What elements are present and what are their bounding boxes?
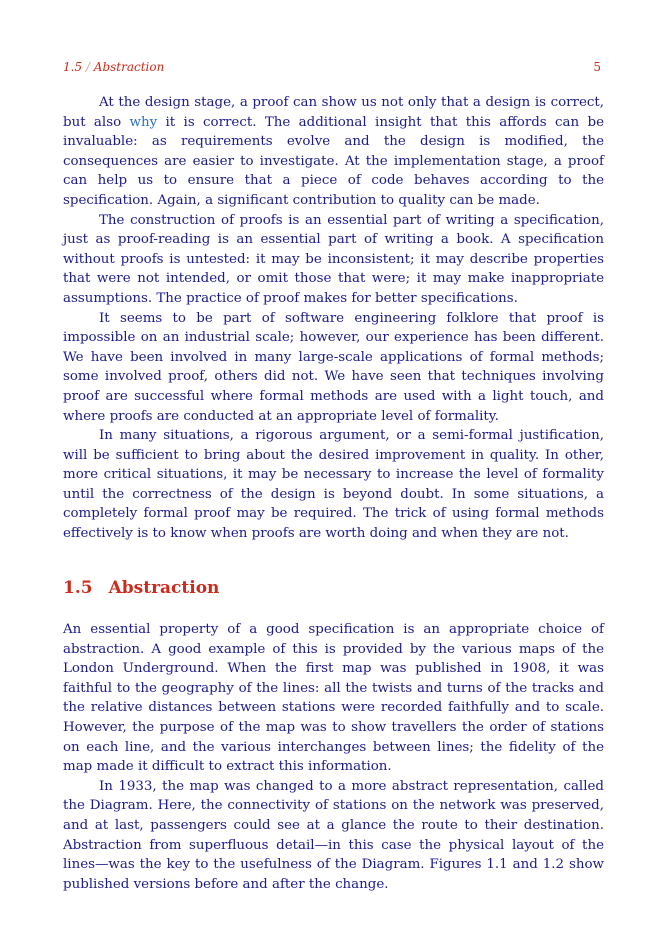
paragraph [63, 93, 604, 211]
paragraph: In 1933, the map was changed to a more abstract representation, called the Diagram. Here, the connectivity of stations on the network was preserved, and at last, passengers could see at a glance the route to their destination. Abstraction from superfluous detail—in this case the physical layout of the lines—was the key to the usefulness of the Diagram. Figures 1.1 and 1.2 show published versions before and after the change. [63, 778, 604, 892]
header-separator: / [85, 60, 90, 74]
section-number: 1.5 [63, 578, 93, 598]
page-number: 5 [593, 60, 601, 74]
emphasis-word: why [129, 114, 158, 130]
paragraph: The construction of proofs is an essential part of writing a specification, just as proof-reading is an essential part of writing a book. A specification without proofs is untested: it may be inconsistent; it may describe properties that were not intended, or omit those that were; it may make inappropriate assumptions. The practice of proof makes for better specifications. [63, 212, 604, 306]
header-section-number: 1.5 [63, 60, 83, 74]
body-text-top [63, 93, 604, 544]
paragraph-text: At the design stage, a proof can show us not only that a design is correct, but also [63, 95, 604, 130]
paragraph-text: it is correct. The additional insight that this affords can be invaluable: as requirements evolve and the design is modified, the consequences are easier to investigate. At the implementation stage, a proof can help us to ensure that a piece of code behaves according to the specification. Again, a significant contribution to quality can be made. [63, 114, 604, 208]
paragraph: An essential property of a good specification is an appropriate choice of abstraction. A good example of this is provided by the various maps of the London Underground. When the first map was published in 1908, it was faithful to the geography of the lines: all the twists and turns of the tracks and the relative distances between stations were recorded faithfully and to scale. However, the purpose of the map was to show travellers the order of stations on each line, and the various interchanges between lines; the fidelity of the map made it difficult to extract this information. [63, 622, 604, 775]
paragraph: It seems to be part of software engineering folklore that proof is impossible on an industrial scale; however, our experience has been different. We have been involved in many large-scale applications of formal methods; some involved proof, others did not. We have seen that techniques involving proof are successful where formal methods are used with a light touch, and where proofs are conducted at an appropriate level of formality. [63, 310, 604, 424]
section-title: Abstraction [108, 578, 220, 598]
header-section-title: Abstraction [93, 60, 165, 74]
paragraph: In many situations, a rigorous argument, or a semi-formal justification, will be sufficient to bring about the desired improvement in quality. In other, more critical situations, it may be necessary to increase the level of formality until the correctness of the design is beyond doubt. In some situations, a completely formal proof may be required. The trick of using formal methods effectively is to know when proofs are worth doing and when they are not. [63, 428, 604, 542]
section-heading [63, 578, 219, 598]
body-text-bottom [63, 620, 604, 894]
running-header [63, 60, 604, 78]
